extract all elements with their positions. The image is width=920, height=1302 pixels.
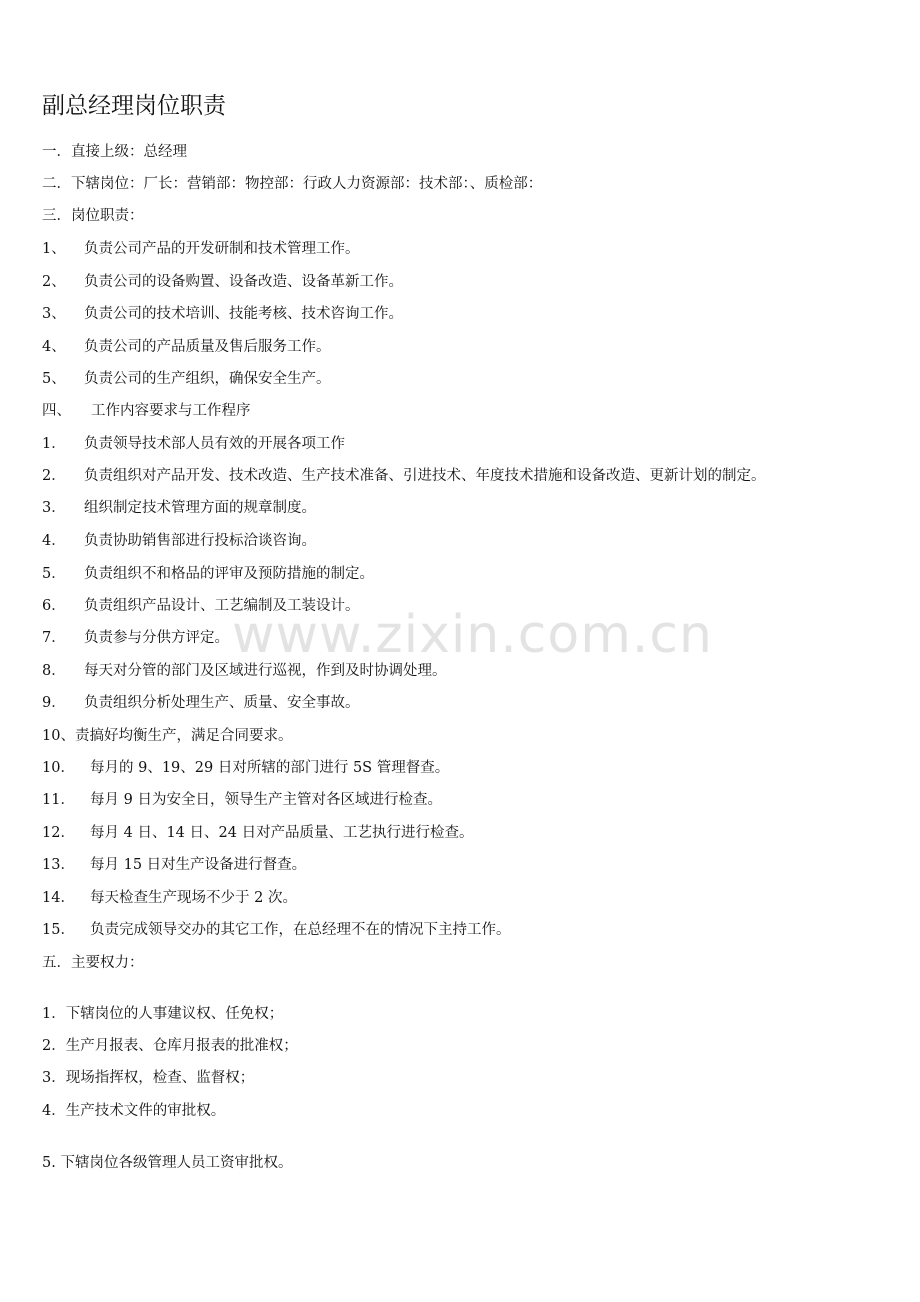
power-item: 2．生产月报表、仓库月报表的批准权； (42, 1038, 298, 1054)
work-text: 负责领导技术部人员有效的开展各项工作 (84, 436, 345, 452)
work-item (42, 434, 345, 454)
power-item: 4．生产技术文件的审批权。 (42, 1103, 226, 1119)
work-item (42, 498, 316, 518)
work-number: 6． (42, 598, 66, 614)
duty-text: 负责公司的技术培训、技能考核、技术咨询工作。 (84, 306, 403, 322)
work-item-10a: 10、责搞好均衡生产，满足合同要求。 (42, 728, 293, 744)
work-text: 每月 4 日、14 日、24 日对产品质量、工艺执行进行检查。 (90, 825, 474, 841)
duty-item (42, 369, 331, 389)
work-item (42, 596, 360, 616)
section-work-heading (42, 401, 251, 421)
duty-number: 3、 (42, 306, 66, 322)
duty-number: 5、 (42, 371, 66, 387)
work-number: 3． (42, 500, 66, 516)
work-text: 负责组织不和格品的评审及预防措施的制定。 (84, 566, 374, 582)
power-item: 1．下辖岗位的人事建议权、任免权； (42, 1006, 284, 1022)
work-item (42, 693, 360, 713)
work-item (42, 564, 374, 584)
work-text: 每天检查生产现场不少于 2 次。 (90, 890, 297, 906)
work-text: 每月 9 日为安全日，领导生产主管对各区域进行检查。 (90, 792, 442, 808)
work-text: 每月 15 日对生产设备进行督查。 (90, 857, 307, 873)
work-number: 15． (42, 922, 75, 938)
duty-text: 负责公司产品的开发研制和技术管理工作。 (84, 241, 360, 257)
duty-number: 4、 (42, 339, 66, 355)
work-text: 每月的 9、19、29 日对所辖的部门进行 5S 管理督查。 (90, 760, 450, 776)
work-text: 负责参与分供方评定。 (84, 630, 229, 646)
work-number: 5． (42, 566, 66, 582)
work-text: 每天对分管的部门及区域进行巡视，作到及时协调处理。 (84, 663, 447, 679)
duty-text: 负责公司的设备购置、设备改造、设备革新工作。 (84, 274, 403, 290)
work-number: 10． (42, 760, 75, 776)
work-number: 13． (42, 857, 75, 873)
work-item (42, 888, 297, 908)
work-item (42, 823, 474, 843)
work-text: 负责组织产品设计、工艺编制及工装设计。 (84, 598, 360, 614)
duty-item (42, 272, 403, 292)
section-powers-heading: 五．主要权力： (42, 955, 144, 971)
section-subordinate-posts: 二．下辖岗位：厂长：营销部：物控部：行政人力资源部：技术部：、质检部： (42, 176, 543, 192)
work-text: 负责协助销售部进行投标洽谈咨询。 (84, 533, 316, 549)
work-number: 1． (42, 436, 66, 452)
duty-item (42, 304, 403, 324)
work-number: 7． (42, 630, 66, 646)
work-text: 负责组织对产品开发、技术改造、生产技术准备、引进技术、年度技术措施和设备改造、更新计划的制定。 (84, 468, 766, 484)
duty-number: 1、 (42, 241, 66, 257)
work-item (42, 661, 447, 681)
work-item (42, 855, 306, 875)
power-item: 3．现场指挥权，检查、监督权； (42, 1070, 255, 1086)
work-number: 2． (42, 468, 66, 484)
duty-item (42, 337, 331, 357)
section-direct-superior: 一．直接上级：总经理 (42, 144, 187, 160)
work-number: 12． (42, 825, 75, 841)
section-duties-heading: 三．岗位职责： (42, 208, 144, 224)
work-item (42, 920, 511, 940)
work-text: 组织制定技术管理方面的规章制度。 (84, 500, 316, 516)
work-item (42, 466, 766, 486)
work-item (42, 790, 442, 810)
duty-text: 负责公司的产品质量及售后服务工作。 (84, 339, 331, 355)
work-item (42, 628, 229, 648)
duty-number: 2、 (42, 274, 66, 290)
document-title: 副总经理岗位职责 (42, 93, 226, 119)
work-number: 14． (42, 890, 75, 906)
section-title: 工作内容要求与工作程序 (91, 403, 251, 419)
work-number: 4． (42, 533, 66, 549)
duty-item (42, 239, 360, 259)
work-text: 负责完成领导交办的其它工作，在总经理不在的情况下主持工作。 (90, 922, 511, 938)
work-number: 8． (42, 663, 66, 679)
work-item (42, 531, 316, 551)
power-item: 5. 下辖岗位各级管理人员工资审批权。 (42, 1155, 293, 1171)
work-number: 9． (42, 695, 66, 711)
work-number: 11． (42, 792, 75, 808)
section-number: 四、 (42, 403, 71, 419)
work-item (42, 758, 449, 778)
duty-text: 负责公司的生产组织，确保安全生产。 (84, 371, 331, 387)
work-text: 负责组织分析处理生产、质量、安全事故。 (84, 695, 360, 711)
watermark: www.zixin.com.cn (232, 605, 713, 665)
